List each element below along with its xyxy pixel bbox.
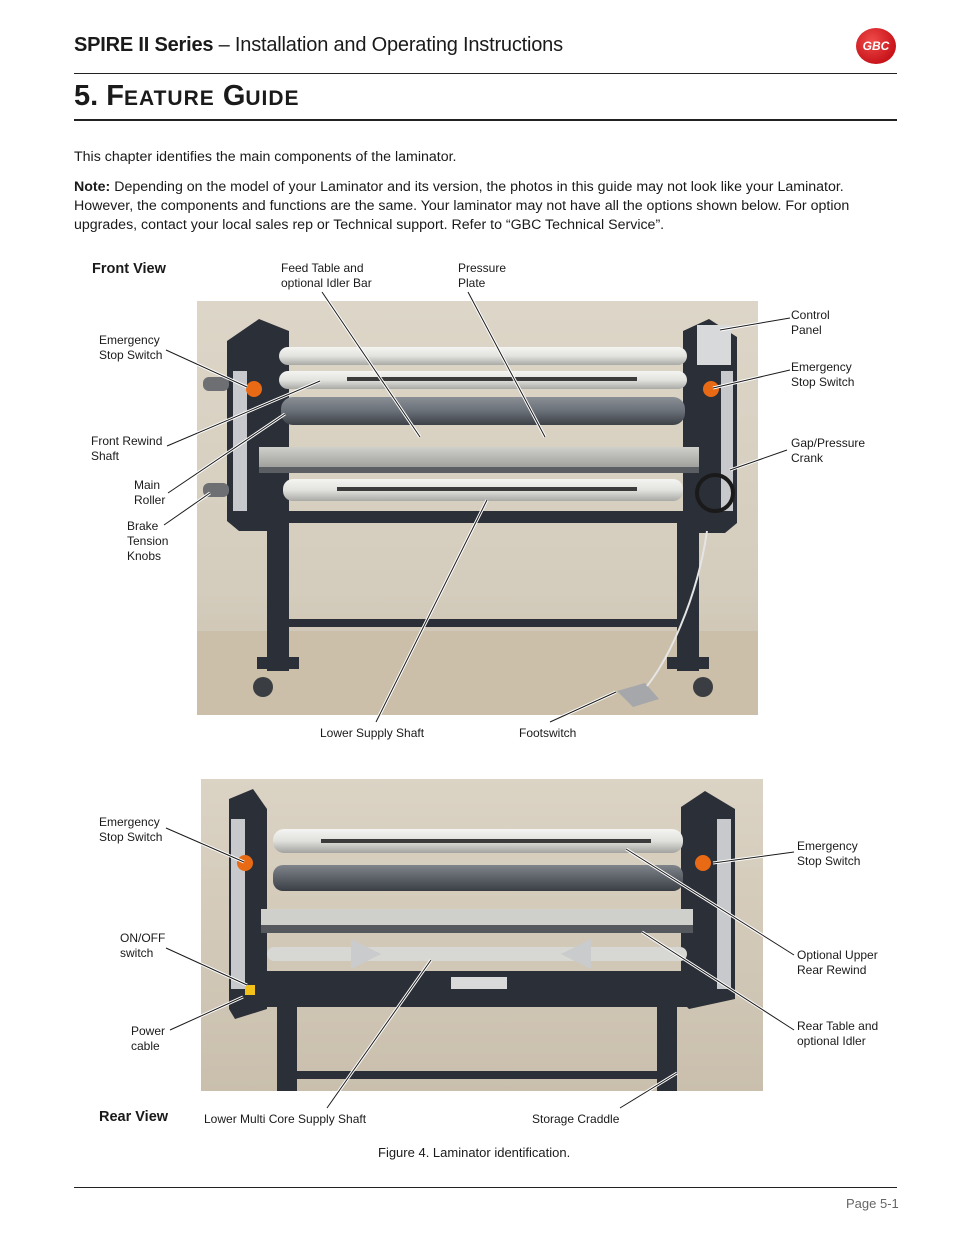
label-line: Stop Switch: [99, 830, 163, 844]
note-paragraph: [74, 178, 904, 235]
label-upper-rear-rewind: [797, 948, 878, 978]
label-line: Stop Switch: [99, 348, 163, 362]
label-front-estop-left: [99, 333, 162, 363]
label-line: Emergency: [99, 815, 160, 829]
note-label: Note:: [74, 179, 111, 195]
label-line: Rear Rewind: [797, 963, 867, 977]
rear-laminator-illustration: [201, 779, 763, 1091]
label-line: Plate: [458, 276, 486, 290]
label-line: Feed Table and: [281, 261, 364, 275]
chapter-title-initial-1: F: [106, 80, 124, 112]
front-view-title: Front View: [92, 261, 166, 277]
label-line: optional Idler Bar: [281, 276, 372, 290]
label-line: Power: [131, 1024, 166, 1038]
label-storage-cradle: Storage Craddle: [532, 1112, 620, 1126]
label-line: Emergency: [797, 839, 858, 853]
label-front-rewind: [91, 434, 162, 464]
chapter-title-rest-1: EATURE: [123, 87, 215, 110]
rear-view-photo: [201, 779, 763, 1091]
label-lower-supply: Lower Supply Shaft: [320, 726, 425, 740]
header-rule: [74, 73, 897, 74]
label-rear-estop-left: [99, 815, 162, 845]
footer-rule: [74, 1187, 897, 1188]
chapter-title-rest-2: UIDE: [245, 87, 300, 110]
chapter-number: 5.: [74, 80, 99, 112]
label-line: Rear Table and: [797, 1019, 879, 1033]
label-pressure-plate: [458, 261, 506, 291]
front-laminator-illustration: [197, 301, 758, 715]
label-line: Stop Switch: [791, 375, 855, 389]
chapter-rule: [74, 119, 897, 121]
label-control-panel: [791, 308, 830, 338]
gbc-logo: [856, 28, 896, 64]
label-line: Optional Upper: [797, 948, 878, 962]
label-line: Pressure: [458, 261, 507, 275]
label-rear-table: [797, 1019, 878, 1049]
label-line: Emergency: [99, 333, 160, 347]
page-number: Page 5-1: [846, 1196, 899, 1211]
label-line: cable: [131, 1039, 160, 1053]
label-line: Panel: [791, 323, 822, 337]
label-footswitch: Footswitch: [519, 726, 577, 740]
label-line: Main: [134, 478, 161, 492]
label-line: Control: [791, 308, 830, 322]
label-line: Crank: [791, 451, 824, 465]
label-line: Stop Switch: [797, 854, 861, 868]
label-line: Shaft: [91, 449, 120, 463]
front-view-photo: [197, 301, 758, 715]
label-line: Front Rewind: [91, 434, 163, 448]
intro-paragraph: This chapter identifies the main components of the laminator.: [74, 149, 457, 165]
chapter-title-initial-2: G: [222, 80, 246, 112]
label-line: ON/OFF: [120, 931, 166, 945]
label-line: Knobs: [127, 549, 162, 563]
chapter-title: [74, 80, 300, 113]
note-text: Depending on the model of your Laminator and its version, the photos in this guide may not look like your Laminator. However, the components and functions are the same. Your laminator may not have all the options shown below. For option upgrades, contact your local sales rep or Technical support. Refer to “GBC Technical Service”.: [74, 179, 850, 233]
label-gap-crank: [791, 436, 865, 466]
running-header: [74, 34, 563, 57]
figure-caption: Figure 4. Laminator identification.: [378, 1145, 571, 1160]
label-main-roller: [134, 478, 165, 508]
label-line: Tension: [127, 534, 169, 548]
label-line: switch: [120, 946, 154, 960]
label-rear-estop-right: [797, 839, 860, 869]
label-line: Emergency: [791, 360, 852, 374]
label-line: Brake: [127, 519, 159, 533]
label-front-estop-right: [791, 360, 854, 390]
rear-view-title: Rear View: [99, 1109, 169, 1125]
label-lower-multi-core: Lower Multi Core Supply Shaft: [204, 1112, 367, 1126]
label-onoff-switch: [120, 931, 165, 961]
logo-text: GBC: [862, 39, 890, 53]
label-line: Gap/Pressure: [791, 436, 866, 450]
label-line: Roller: [134, 493, 166, 507]
label-line: optional Idler: [797, 1034, 866, 1048]
series-name: SPIRE II Series: [74, 34, 214, 56]
label-power-cable: [131, 1024, 165, 1054]
label-feed-table: [281, 261, 372, 291]
label-brake-knobs: [127, 519, 168, 564]
header-subtitle: – Installation and Operating Instructions: [213, 34, 563, 56]
